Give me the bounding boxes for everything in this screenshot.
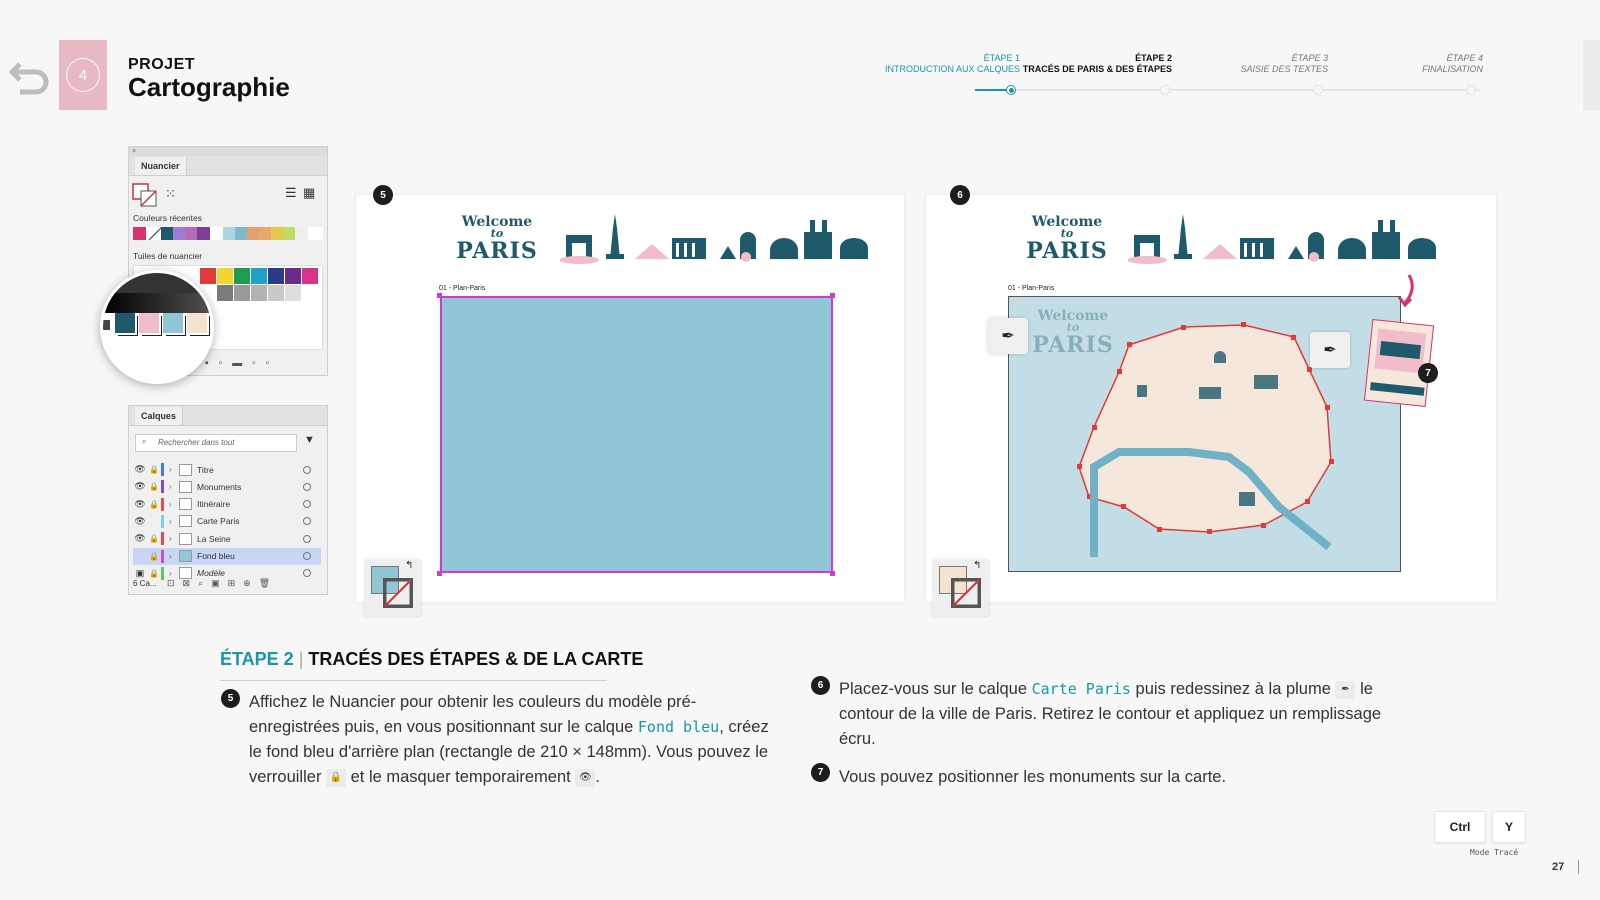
dark-swatch-row: [103, 273, 214, 293]
badge-6: 6: [950, 185, 970, 205]
artboard-label: 01 - Plan-Paris: [1008, 285, 1055, 292]
swap-icon[interactable]: ↰: [973, 560, 982, 571]
swatch: [101, 320, 110, 330]
swatch[interactable]: [302, 268, 318, 284]
page-divider: [1578, 860, 1579, 874]
swatch[interactable]: [268, 268, 284, 284]
swatch[interactable]: [234, 285, 250, 301]
search-icon: ⌕: [142, 437, 147, 446]
pen-tool-icon[interactable]: ✒: [1310, 332, 1350, 368]
swatch[interactable]: [251, 285, 267, 301]
visibility-icon[interactable]: 👁: [134, 481, 146, 492]
recent-colors-row: [133, 227, 323, 240]
layers-count: 6 Ca...: [133, 579, 157, 588]
shortcut-label: Mode Tracé: [1470, 848, 1519, 857]
swatch[interactable]: [285, 268, 301, 284]
swatches-tab[interactable]: Nuancier: [129, 156, 327, 176]
swatch-bleu[interactable]: [163, 313, 183, 333]
layer-thumbnail: [179, 515, 192, 527]
curved-arrow-icon: [1395, 273, 1419, 309]
layer-row[interactable]: [133, 461, 321, 478]
bullet-5: 5: [221, 689, 240, 708]
swatch-pink[interactable]: [139, 313, 159, 333]
swatch[interactable]: [133, 227, 146, 240]
layer-thumbnail: [179, 481, 192, 493]
badge-5: 5: [373, 185, 393, 205]
layers-tab[interactable]: Calques: [129, 406, 327, 426]
layers-panel: [128, 405, 328, 595]
bullet-6: 6: [811, 676, 830, 695]
layers-search-input[interactable]: ⌕ Rechercher dans tout: [135, 434, 297, 452]
step-4-dot: [1466, 85, 1476, 95]
back-arrow-icon[interactable]: [6, 56, 54, 96]
page-title: Cartographie: [128, 72, 290, 102]
section-title: ÉTAPE 2 | TRACÉS DES ÉTAPES & DE LA CARTE: [220, 649, 644, 669]
pen-icon: ✒: [1335, 681, 1355, 699]
chevron-right-icon[interactable]: ›: [169, 551, 172, 561]
lock-icon: 🔒: [326, 769, 346, 787]
list-view-icon[interactable]: ☰: [285, 185, 297, 200]
visibility-icon[interactable]: 👁: [134, 533, 146, 544]
welcome-title: Welcome to PARIS: [456, 214, 538, 264]
swatch[interactable]: [217, 268, 233, 284]
swatch[interactable]: [268, 285, 284, 301]
stroke-none-icon[interactable]: [951, 578, 981, 608]
lock-icon[interactable]: 🔒: [149, 551, 159, 561]
layer-thumbnail: [179, 498, 192, 510]
swatch[interactable]: [295, 227, 308, 240]
chevron-right-icon[interactable]: ›: [169, 568, 172, 578]
page-number: 27: [1552, 861, 1565, 873]
layer-row[interactable]: [133, 548, 321, 565]
fill-stroke-widget[interactable]: [933, 560, 989, 616]
layer-name: Itinéraire: [197, 499, 231, 510]
panel-footer-icons[interactable]: ▪▫▬▫▫: [205, 358, 280, 369]
layer-name: La Seine: [197, 533, 231, 544]
lock-icon[interactable]: 🔒: [149, 534, 159, 544]
progress-track: [975, 89, 1480, 91]
filter-icon[interactable]: ▼: [304, 434, 315, 446]
layer-row[interactable]: [133, 530, 321, 547]
chevron-right-icon[interactable]: ›: [169, 534, 172, 544]
stroke-none-icon[interactable]: [383, 578, 413, 608]
welcome-title: Welcome to PARIS: [1026, 214, 1108, 264]
chapter-number: 4: [66, 58, 100, 92]
swatch-options-icon[interactable]: ⁙: [165, 186, 176, 201]
chapter-badge: [59, 40, 107, 110]
layer-name: Monuments: [197, 481, 242, 492]
step-1-dot: [1006, 85, 1016, 95]
swatch[interactable]: [234, 268, 250, 284]
badge-7: 7: [1418, 363, 1438, 383]
swatch[interactable]: [217, 285, 233, 301]
welcome-watermark: Welcome to PARIS: [1032, 308, 1114, 358]
layer-color-bar: [161, 515, 164, 528]
section-underline: [220, 680, 607, 681]
side-tab[interactable]: [1583, 40, 1600, 110]
eye-icon: 👁: [575, 769, 595, 787]
target-icon[interactable]: [303, 466, 311, 474]
chevron-right-icon[interactable]: ›: [169, 516, 172, 526]
target-icon[interactable]: [303, 483, 311, 491]
layer-color-bar: [161, 463, 164, 476]
visibility-icon[interactable]: 👁: [134, 498, 146, 509]
visibility-icon[interactable]: 👁: [134, 515, 146, 526]
lock-icon[interactable]: 🔒: [149, 568, 159, 578]
step-2[interactable]: ÉTAPE 2 TRACÉS DE PARIS & DES ÉTAPES: [1022, 53, 1172, 74]
target-icon[interactable]: [303, 569, 311, 577]
selection-handle[interactable]: [437, 571, 442, 576]
chevron-right-icon[interactable]: ›: [169, 482, 172, 492]
swatch-navy[interactable]: [115, 313, 135, 333]
monuments-illustration: [1128, 210, 1448, 270]
swatch-magnifier: [100, 270, 214, 384]
blue-background-rectangle[interactable]: [440, 296, 833, 573]
fill-stroke-widget[interactable]: [365, 560, 421, 616]
target-icon[interactable]: [303, 552, 311, 560]
recent-colors-label: Couleurs récentes: [133, 213, 202, 223]
chevron-right-icon[interactable]: ›: [169, 499, 172, 509]
layer-name: Titre: [197, 464, 214, 475]
visibility-icon[interactable]: 👁: [134, 464, 146, 474]
layer-color-bar: [161, 498, 164, 511]
selection-handle[interactable]: [437, 293, 442, 298]
layer-color-bar: [161, 480, 164, 493]
step-7-text: Vous pouvez positionner les monuments sur la carte.: [839, 768, 1227, 786]
project-label: PROJET: [128, 56, 196, 73]
swatch[interactable]: [285, 285, 301, 301]
layer-name: Carte Paris: [197, 516, 240, 527]
swatch-tiles-label: Tuiles de nuancier: [133, 251, 203, 261]
layer-name: Modèle: [197, 568, 225, 579]
target-icon[interactable]: [303, 535, 311, 543]
layer-thumbnail: [179, 550, 192, 562]
layer-name: Fond bleu: [197, 551, 235, 561]
layer-thumbnail: [179, 533, 192, 545]
pen-tool-icon[interactable]: ✒: [988, 318, 1028, 354]
step-4[interactable]: ÉTAPE 4 FINALISATION: [1422, 53, 1483, 74]
lock-icon[interactable]: 🔒: [149, 465, 159, 474]
grid-view-icon[interactable]: ▦: [303, 185, 316, 200]
layer-color-bar: [161, 550, 164, 563]
step-3[interactable]: ÉTAPE 3 SAISIE DES TEXTES: [1240, 53, 1328, 74]
y-key: Y: [1492, 811, 1526, 843]
gray-swatch-row: [103, 293, 214, 313]
artboard-label: 01 - Plan-Paris: [439, 285, 486, 292]
layer-row[interactable]: [133, 496, 321, 513]
swatch[interactable]: [251, 268, 267, 284]
lock-icon[interactable]: 🔒: [149, 482, 159, 492]
step-5-text: Affichez le Nuancier pour obtenir les couleurs du modèle pré-enregistrées puis, en vous positionnant sur le calque Fond bleu, créez le fond bleu d'arrière plan (rectangle de 210 × 148mm). Vous pouvez le verrouiller 🔒 et le masquer temporairement 👁 .: [249, 693, 769, 786]
visibility-icon[interactable]: ▣: [135, 567, 145, 578]
panel-titlebar[interactable]: ×: [129, 147, 327, 156]
layer-row[interactable]: [133, 478, 321, 495]
layer-row[interactable]: [133, 513, 321, 530]
step-2-dot: [1160, 85, 1170, 95]
chevron-right-icon[interactable]: ›: [169, 465, 172, 474]
swap-icon[interactable]: ↰: [405, 560, 414, 571]
swatch[interactable]: [197, 227, 210, 240]
target-icon[interactable]: [303, 500, 311, 508]
selection-handle[interactable]: [830, 571, 835, 576]
step-3-dot: [1313, 85, 1323, 95]
layer-color-bar: [161, 532, 164, 545]
lock-icon[interactable]: 🔒: [149, 499, 159, 509]
layer-thumbnail: [179, 464, 192, 476]
layers-footer-icons[interactable]: ⊡⊠⌕▣⊞⊕🗑: [167, 578, 279, 588]
monuments-illustration: [560, 210, 880, 270]
layer-color-bar: [161, 567, 164, 580]
bullet-7: 7: [811, 763, 830, 782]
step-1[interactable]: ÉTAPE 1 INTRODUCTION AUX CALQUES: [884, 53, 1020, 74]
swatch-ecru[interactable]: [187, 313, 207, 333]
selection-handle[interactable]: [830, 293, 835, 298]
target-icon[interactable]: [303, 517, 311, 525]
ctrl-key: Ctrl: [1434, 811, 1486, 843]
step-6-text: Placez-vous sur le calque Carte Paris puis redessinez à la plume ✒ le contour de la ville de Paris. Retirez le contour et appliquez un remplissage écru.: [839, 680, 1382, 748]
fill-stroke-icon[interactable]: [132, 183, 158, 207]
